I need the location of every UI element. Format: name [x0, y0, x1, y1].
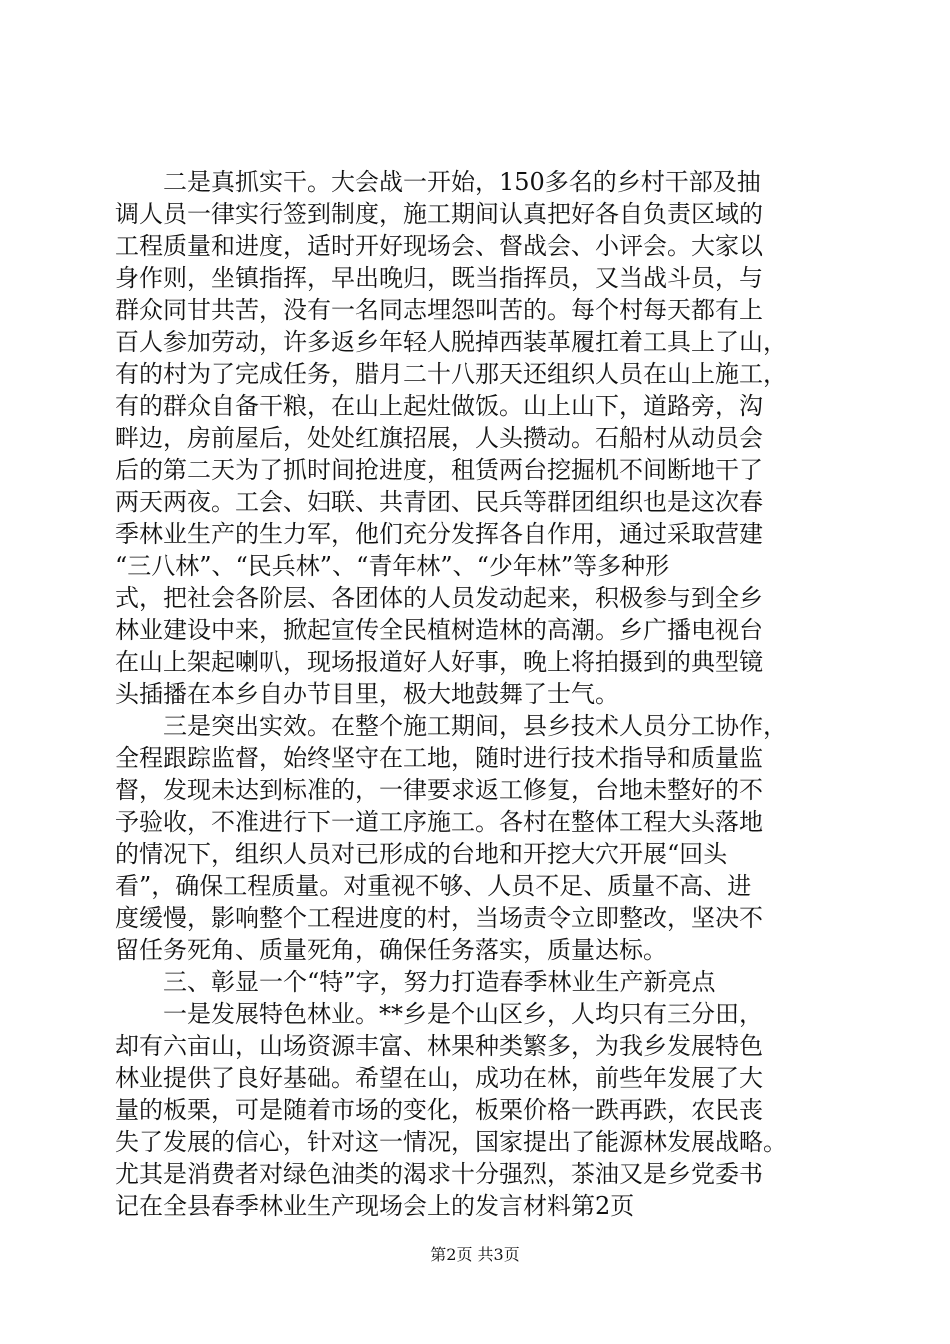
paragraph-line: 记在全县春季林业生产现场会上的发言材料第2页 [115, 1192, 635, 1220]
paragraph-line: 度缓慢，影响整个工程进度的村，当场责令立即整改，坚决不 [115, 904, 763, 932]
paragraph-line: 一是发展特色林业。**乡是个山区乡，人均只有三分田， [163, 1000, 763, 1028]
paragraph-line: 失了发展的信心，针对这一情况，国家提出了能源林发展战略。 [115, 1128, 787, 1156]
paragraph-line: 量的板栗，可是随着市场的变化，板栗价格一跌再跌，农民丧 [115, 1096, 763, 1124]
paragraph-line: 身作则，坐镇指挥，早出晚归，既当指挥员，又当战斗员，与 [115, 264, 763, 292]
paragraph-line: 林业建设中来，掀起宣传全民植树造林的高潮。乡广播电视台 [115, 616, 763, 644]
paragraph-line: 有的群众自备干粮，在山上起灶做饭。山上山下，道路旁，沟 [115, 392, 763, 420]
paragraph-line: 尤其是消费者对绿色油类的渴求十分强烈，茶油又是乡党委书 [115, 1160, 763, 1188]
paragraph-line: 群众同甘共苦，没有一名同志埋怨叫苦的。每个村每天都有上 [115, 296, 763, 324]
paragraph-line: 两天两夜。工会、妇联、共青团、民兵等群团组织也是这次春 [115, 488, 763, 516]
paragraph-line: 督，发现未达到标准的，一律要求返工修复，台地未整好的不 [115, 776, 763, 804]
paragraph-line: 的情况下，组织人员对已形成的台地和开挖大穴开展“回头 [115, 840, 728, 868]
paragraph-line: 二是真抓实干。大会战一开始，150多名的乡村干部及抽 [163, 168, 761, 196]
paragraph-line: 三是突出实效。在整个施工期间，县乡技术人员分工协作， [163, 712, 787, 740]
paragraph-line: 头插播在本乡自办节目里，极大地鼓舞了士气。 [115, 680, 619, 708]
section-heading: 三、彰显一个“特”字，努力打造春季林业生产新亮点 [163, 968, 716, 996]
page-footer: 第2页 共3页 [430, 1245, 520, 1264]
paragraph-line: 有的村为了完成任务，腊月二十八那天还组织人员在山上施工， [115, 360, 787, 388]
paragraph-line: 全程跟踪监督，始终坚守在工地，随时进行技术指导和质量监 [115, 744, 763, 772]
paragraph-line: 百人参加劳动，许多返乡年轻人脱掉西装革履扛着工具上了山， [115, 328, 787, 356]
paragraph-line: 看”，确保工程质量。对重视不够、人员不足、质量不高、进 [115, 872, 752, 900]
paragraph-line: 在山上架起喇叭，现场报道好人好事，晚上将拍摄到的典型镜 [115, 648, 763, 676]
paragraph-line: 调人员一律实行签到制度，施工期间认真把好各自负责区域的 [115, 200, 763, 228]
paragraph-line: 畔边，房前屋后，处处红旗招展，人头攒动。石船村从动员会 [115, 424, 763, 452]
paragraph-line: 工程质量和进度，适时开好现场会、督战会、小评会。大家以 [115, 232, 763, 260]
paragraph-line: 季林业生产的生力军，他们充分发挥各自作用，通过采取营建 [115, 520, 763, 548]
paragraph-line: 后的第二天为了抓时间抢进度，租赁两台挖掘机不间断地干了 [115, 456, 763, 484]
paragraph-line: 式，把社会各阶层、各团体的人员发动起来，积极参与到全乡 [115, 584, 763, 612]
paragraph-line: 却有六亩山，山场资源丰富、林果种类繁多，为我乡发展特色 [115, 1032, 763, 1060]
paragraph-line: “三八林”、“民兵林”、“青年林”、“少年林”等多种形 [115, 552, 670, 580]
paragraph-line: 予验收，不准进行下一道工序施工。各村在整体工程大头落地 [115, 808, 763, 836]
paragraph-line: 留任务死角、质量死角，确保任务落实，质量达标。 [115, 936, 667, 964]
paragraph-line: 林业提供了良好基础。希望在山，成功在林，前些年发展了大 [115, 1064, 763, 1092]
